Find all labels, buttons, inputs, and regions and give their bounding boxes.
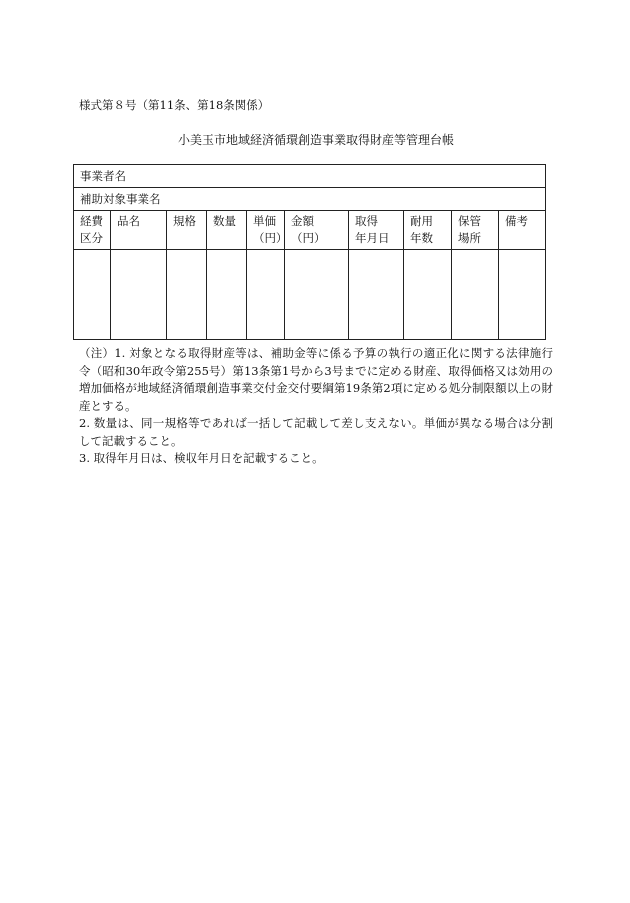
cell-specification[interactable] — [167, 250, 207, 340]
column-header-unit-price: 単価 （円） — [247, 211, 285, 250]
column-header-row — [74, 211, 546, 250]
operator-name-label: 事業者名 — [74, 165, 546, 188]
cell-acquisition-date[interactable] — [349, 250, 404, 340]
column-header-expense-category: 経費 区分 — [74, 211, 111, 250]
note-2: 2. 数量は、同一規格等であれば一括して記載して差し支えない。単価が異なる場合は分割して記載すること。 — [79, 416, 553, 448]
note-1: （注）1. 対象となる取得財産等は、補助金等に係る予算の執行の適正化に関する法律施行令（昭和30年政令第255号）第13条第1号から3号までに定める財産、取得価格又は効用の増加価格が地域経済循環創造事業交付金交付要綱第19条第2項に定める処分制限額以上の財産とする。 — [79, 346, 553, 413]
document-title: 小美玉市地域経済循環創造事業取得財産等管理台帳 — [178, 133, 455, 147]
form-number: 様式第８号（第11条、第18条関係） — [79, 98, 270, 112]
cell-amount[interactable] — [285, 250, 349, 340]
cell-remarks[interactable] — [499, 250, 546, 340]
column-header-remarks: 備考 — [499, 211, 546, 250]
cell-expense-category[interactable] — [74, 250, 111, 340]
asset-ledger-table — [73, 164, 546, 340]
column-header-useful-life: 耐用 年数 — [404, 211, 452, 250]
cell-storage-location[interactable] — [452, 250, 499, 340]
table-row — [74, 250, 546, 340]
column-header-specification: 規格 — [167, 211, 207, 250]
subsidy-project-row — [74, 188, 546, 211]
column-header-amount: 金額 （円） — [285, 211, 349, 250]
column-header-quantity: 数量 — [207, 211, 247, 250]
notes-section — [79, 345, 553, 468]
column-header-item-name: 品名 — [111, 211, 167, 250]
cell-quantity[interactable] — [207, 250, 247, 340]
operator-row — [74, 165, 546, 188]
cell-unit-price[interactable] — [247, 250, 285, 340]
subsidy-project-name-label: 補助対象事業名 — [74, 188, 546, 211]
cell-useful-life[interactable] — [404, 250, 452, 340]
note-3: 3. 取得年月日は、検収年月日を記載すること。 — [79, 451, 324, 465]
column-header-acquisition-date: 取得 年月日 — [349, 211, 404, 250]
column-header-storage-location: 保管 場所 — [452, 211, 499, 250]
cell-item-name[interactable] — [111, 250, 167, 340]
